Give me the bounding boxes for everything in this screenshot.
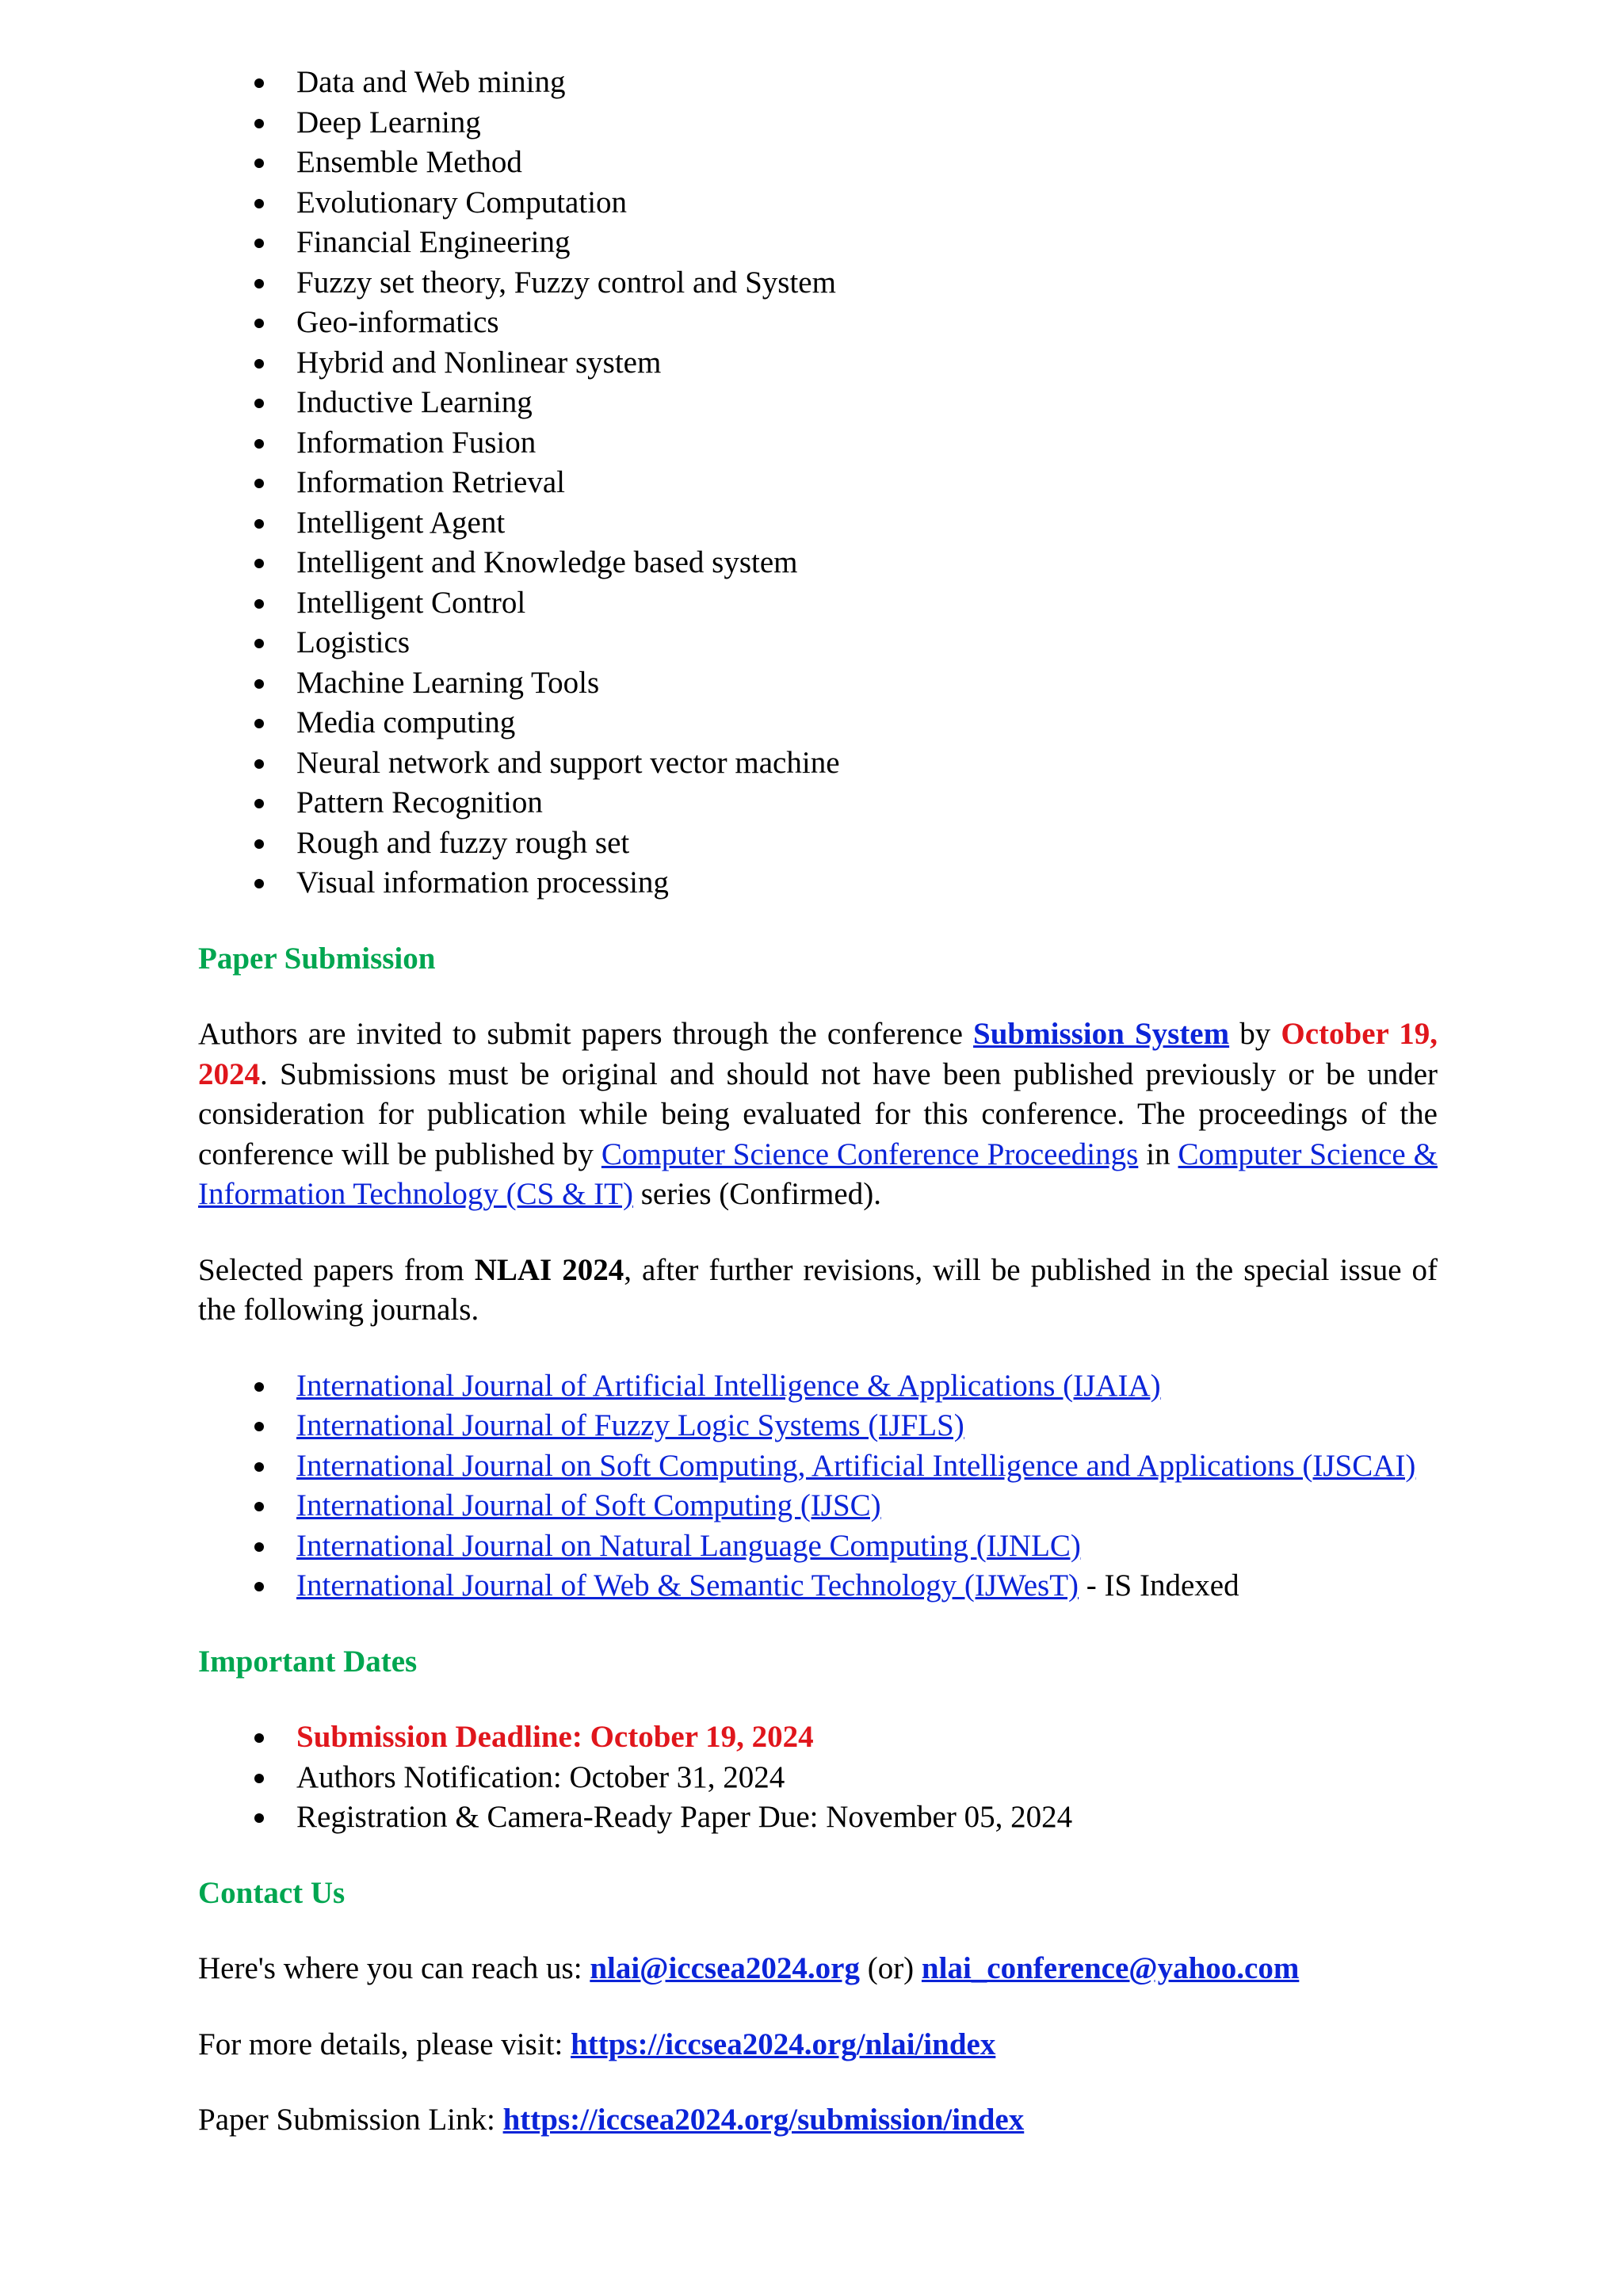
topic-item: Visual information processing [198, 863, 1438, 904]
submission-text: in [1138, 1137, 1178, 1171]
conference-name: NLAI 2024 [474, 1252, 624, 1287]
topic-item: Data and Web mining [198, 63, 1438, 103]
topic-item: Information Retrieval [198, 463, 1438, 503]
email-link-secondary[interactable]: nlai_conference@yahoo.com [921, 1951, 1300, 1985]
submission-system-link[interactable]: Submission System [973, 1017, 1230, 1051]
submission-text: by [1229, 1017, 1281, 1051]
details-link[interactable]: https://iccsea2024.org/nlai/index [571, 2027, 996, 2061]
journal-link-ijfls[interactable]: International Journal of Fuzzy Logic Systems (IJFLS) [296, 1408, 964, 1442]
submission-text: Authors are invited to submit papers through the conference [198, 1017, 974, 1051]
topic-item: Evolutionary Computation [198, 183, 1438, 223]
topic-item: Intelligent Agent [198, 503, 1438, 544]
details-text: For more details, please visit: [198, 2027, 571, 2061]
contact-text: (or) [859, 1951, 922, 1985]
document-content [198, 63, 1438, 2141]
journal-item [198, 1566, 1438, 1606]
selected-text: Selected papers from [198, 1252, 475, 1287]
submission-deadline-date: October 19, 2024 [198, 1017, 1438, 1091]
submission-link-line [198, 2100, 1438, 2141]
journal-link-ijscai[interactable]: International Journal on Soft Computing, Artificial Intelligence and Applications (IJSCAI) [296, 1448, 1416, 1483]
journal-suffix: - IS Indexed [1079, 1568, 1239, 1603]
selected-text: , after further revisions, will be published in the special issue of the following journals. [198, 1252, 1438, 1327]
topic-item: Deep Learning [198, 103, 1438, 143]
topics-list [198, 63, 1438, 904]
journals-list [198, 1366, 1438, 1606]
topic-item: Neural network and support vector machine [198, 743, 1438, 784]
journal-item [198, 1526, 1438, 1567]
journal-link-ijwest[interactable]: International Journal of Web & Semantic Technology (IJWesT) [296, 1568, 1079, 1603]
csit-link[interactable]: Computer Science & Information Technology (CS & IT) [198, 1137, 1438, 1211]
important-dates-heading: Important Dates [198, 1644, 418, 1679]
details-line [198, 2025, 1438, 2065]
journal-item [198, 1486, 1438, 1526]
contact-text: Here's where you can reach us: [198, 1951, 590, 1985]
email-link-primary[interactable]: nlai@iccsea2024.org [590, 1951, 860, 1985]
topic-item: Rough and fuzzy rough set [198, 823, 1438, 864]
submission-text: . Submissions must be original and should not have been published previously or be under consideration for publication while being evaluated for this conference. The proceedings of the conference will be published by [198, 1056, 1438, 1171]
topic-item: Logistics [198, 623, 1438, 663]
submission-link[interactable]: https://iccsea2024.org/submission/index [502, 2103, 1025, 2137]
submission-link-text: Paper Submission Link: [198, 2103, 503, 2137]
journal-link-ijaia[interactable]: International Journal of Artificial Intelligence & Applications (IJAIA) [296, 1368, 1161, 1403]
topic-item: Intelligent Control [198, 583, 1438, 624]
journal-link-ijnlc[interactable]: International Journal on Natural Language Computing (IJNLC) [296, 1528, 1081, 1563]
journal-link-ijsc[interactable]: International Journal of Soft Computing (IJSC) [296, 1488, 881, 1522]
journal-item [198, 1366, 1438, 1407]
journal-item [198, 1406, 1438, 1446]
paper-submission-heading: Paper Submission [198, 941, 436, 976]
topic-item: Fuzzy set theory, Fuzzy control and System [198, 263, 1438, 304]
date-item-registration: Registration & Camera-Ready Paper Due: November 05, 2024 [198, 1797, 1438, 1838]
date-item-notification: Authors Notification: October 31, 2024 [198, 1758, 1438, 1798]
dates-list [198, 1717, 1438, 1838]
journal-item [198, 1446, 1438, 1487]
topic-item: Hybrid and Nonlinear system [198, 343, 1438, 384]
selected-papers-paragraph [198, 1251, 1438, 1331]
topic-item: Media computing [198, 703, 1438, 743]
topic-item: Information Fusion [198, 423, 1438, 464]
topic-item: Intelligent and Knowledge based system [198, 543, 1438, 583]
topic-item: Financial Engineering [198, 223, 1438, 263]
submission-paragraph [198, 1014, 1438, 1215]
contact-heading: Contact Us [198, 1875, 346, 1910]
topic-item: Inductive Learning [198, 383, 1438, 423]
submission-text: series (Confirmed). [632, 1177, 881, 1211]
topic-item: Pattern Recognition [198, 783, 1438, 823]
topic-item: Ensemble Method [198, 143, 1438, 183]
topic-item: Geo-informatics [198, 303, 1438, 343]
contact-reach-line [198, 1949, 1438, 1989]
topic-item: Machine Learning Tools [198, 663, 1438, 704]
cscp-link[interactable]: Computer Science Conference Proceedings [601, 1137, 1139, 1171]
date-item-deadline: Submission Deadline: October 19, 2024 [198, 1717, 1438, 1758]
